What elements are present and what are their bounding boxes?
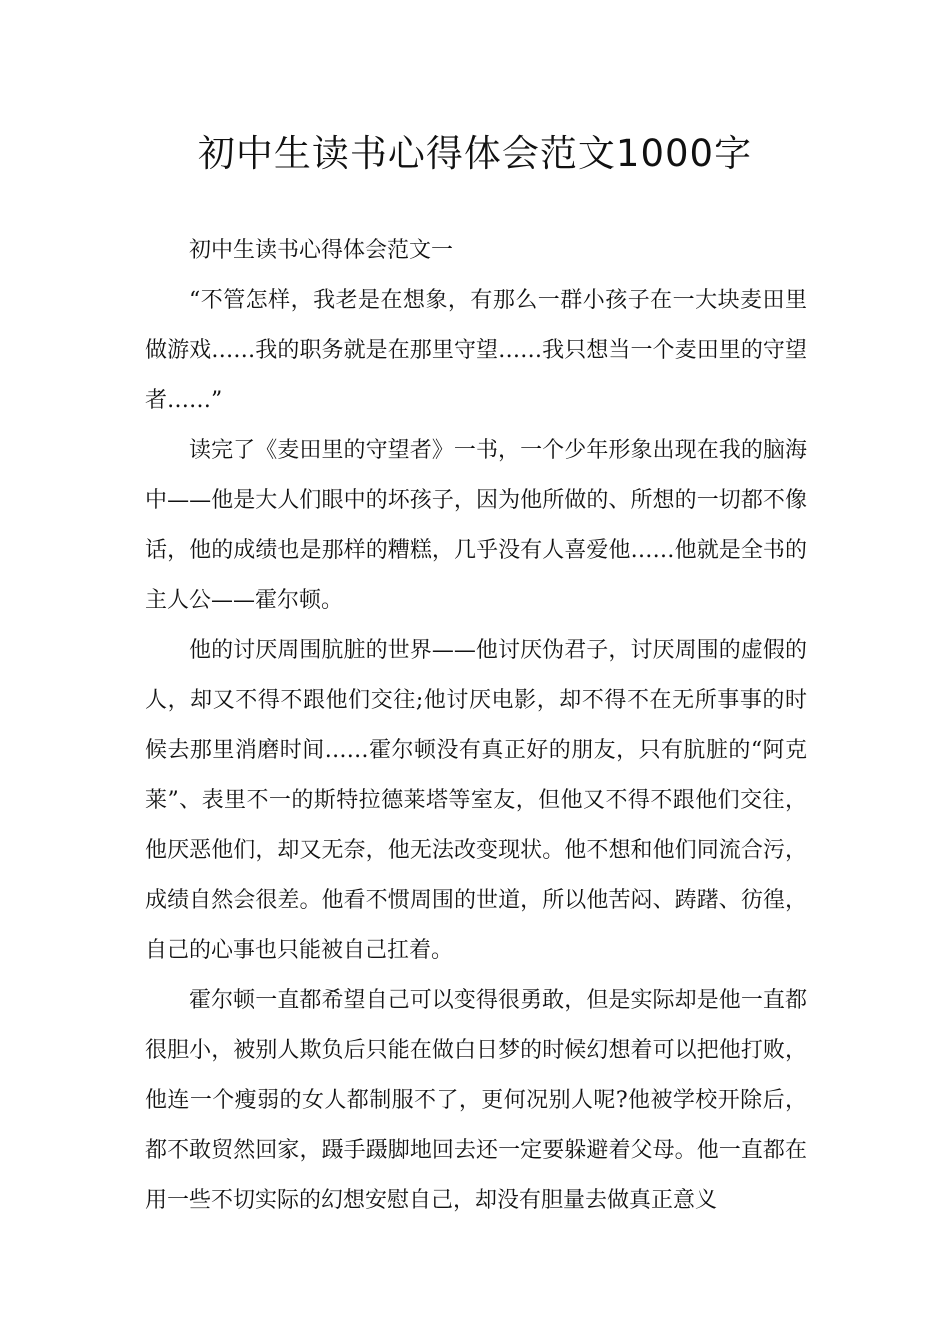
paragraph-quote: “不管怎样，我老是在想象，有那么一群小孩子在一大块麦田里做游戏……我的职务就是在那里守望……我只想当一个麦田里的守望者……” <box>145 288 807 413</box>
paragraph: 他的讨厌周围肮脏的世界——他讨厌伪君子，讨厌周围的虚假的人，却又不得不跟他们交往;他讨厌电影，却不得不在无所事事的时候去那里消磨时间……霍尔顿没有真正好的朋友，只有肮脏的“阿克莱”、表里不一的斯特拉德莱塔等室友，但他又不得不跟他们交往，他厌恶他们，却又无奈，他无法改变现状。他不想和他们同流合污，成绩自然会很差。他看不惯周围的世道，所以他苦闷、踌躇、彷徨，自己的心事也只能被自己扛着。 <box>145 638 807 963</box>
document-title: 初中生读书心得体会范文1000字 <box>197 132 753 175</box>
paragraph: 霍尔顿一直都希望自己可以变得很勇敢，但是实际却是他一直都很胆小，被别人欺负后只能在做白日梦的时候幻想着可以把他打败，他连一个瘦弱的女人都制服不了，更何况别人呢?他被学校开除后，都不敢贸然回家，蹑手蹑脚地回去还一定要躲避着父母。他一直都在用一些不切实际的幻想安慰自己，却没有胆量去做真正意义 <box>145 988 807 1213</box>
paragraph: 读完了《麦田里的守望者》一书，一个少年形象出现在我的脑海中——他是大人们眼中的坏孩子，因为他所做的、所想的一切都不像话，他的成绩也是那样的糟糕，几乎没有人喜爱他……他就是全书的主人公——霍尔顿。 <box>145 438 807 613</box>
paragraph-subtitle: 初中生读书心得体会范文一 <box>189 238 454 263</box>
document-body <box>145 226 807 1226</box>
